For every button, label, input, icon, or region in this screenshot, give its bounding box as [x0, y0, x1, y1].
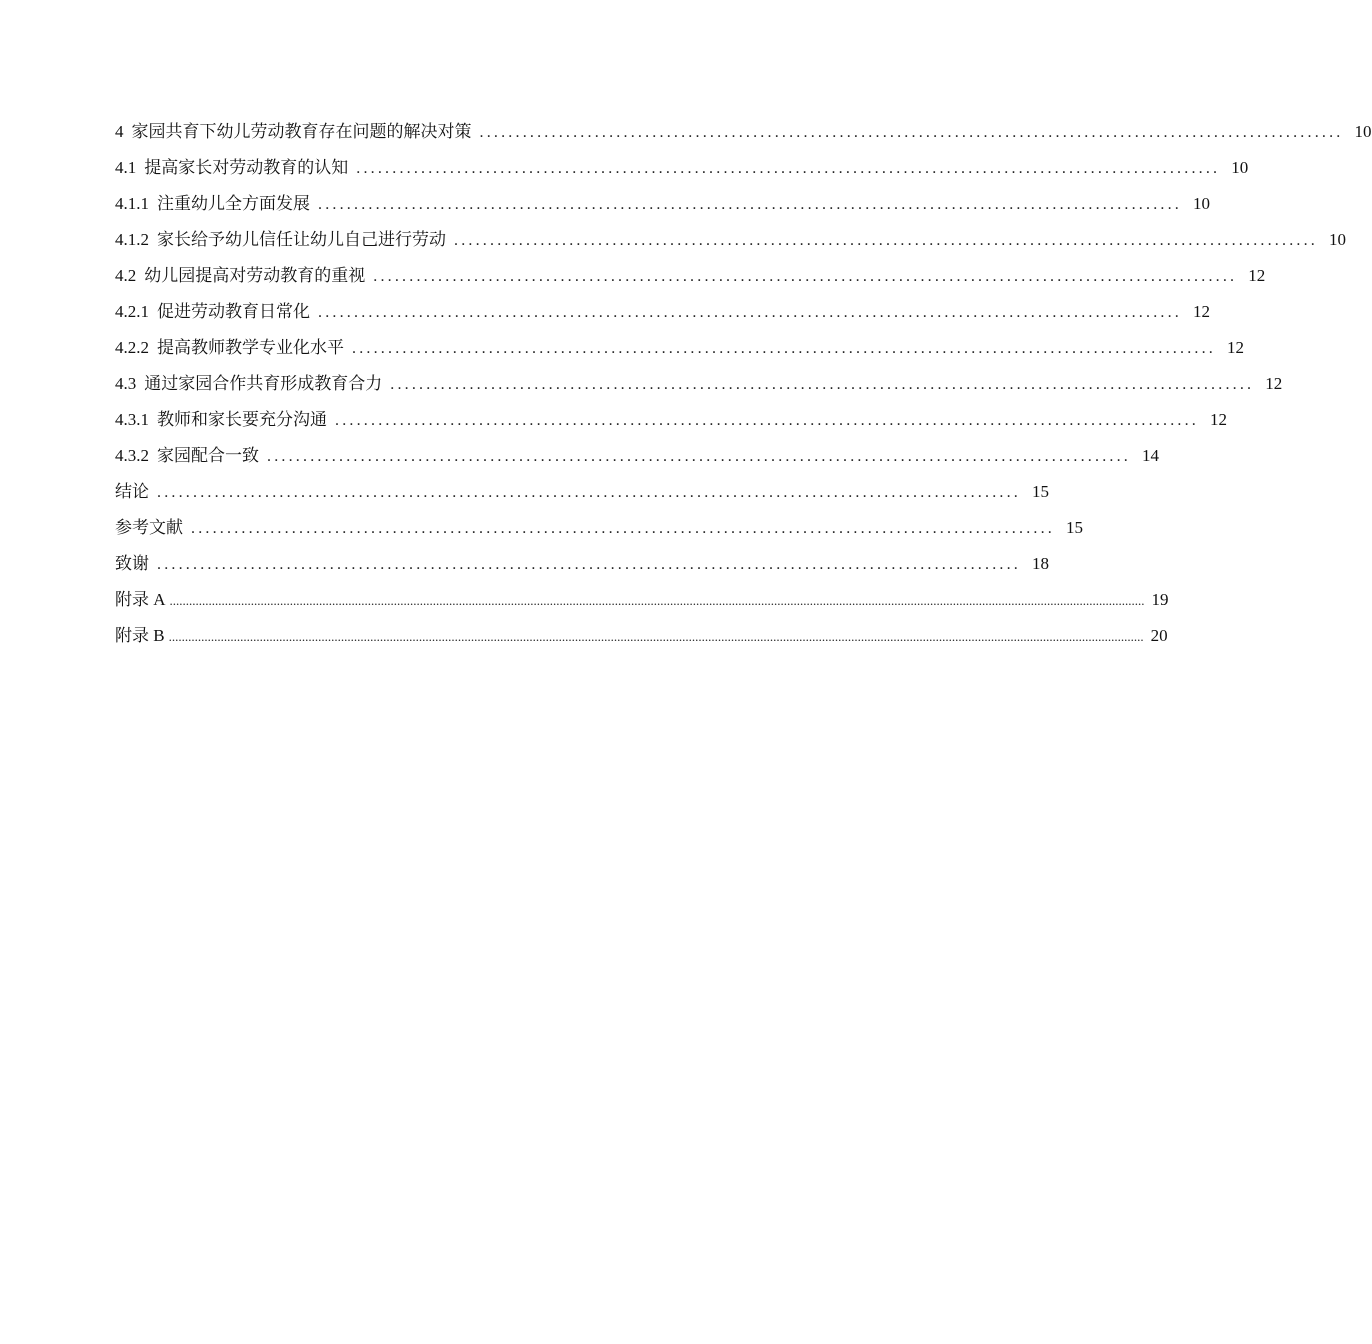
- toc-entry[interactable]: [115, 189, 1210, 225]
- toc-entry-page-number: 15: [1066, 518, 1083, 537]
- toc-entry-page-number: 12: [1193, 302, 1210, 321]
- toc-entry-number: 4.2.2: [115, 338, 149, 357]
- toc-dot-leader: ........................................................................................................................: [390, 376, 1255, 393]
- toc-entry-title: 注重幼儿全方面发展: [157, 194, 310, 213]
- toc-dot-leader: ........................................................................................................................: [318, 304, 1182, 321]
- toc-entry-number: 4.3: [115, 374, 137, 393]
- toc-entry-page-number: 10: [1193, 194, 1210, 213]
- toc-entry-title: 家园配合一致: [157, 446, 259, 465]
- toc-dot-leader: ........................................................................................................................: [191, 520, 1055, 537]
- toc-entry-page-number: 20: [1150, 626, 1168, 645]
- toc-entry-page-number: 10: [1231, 158, 1249, 177]
- toc-dot-leader: ........................................................................................................................: [157, 484, 1021, 501]
- toc-entry[interactable]: [115, 369, 1283, 405]
- toc-entry-number: 4.1.1: [115, 194, 149, 213]
- toc-dot-leader: ........................................................................................................................: [479, 124, 1344, 141]
- toc-entry[interactable]: [115, 513, 1083, 549]
- toc-dot-leader: ........................................................................................................................: [356, 160, 1221, 177]
- toc-entry-title: 教师和家长要充分沟通: [157, 410, 327, 429]
- toc-entry[interactable]: [115, 297, 1210, 333]
- toc-entry-number: 4.1: [115, 158, 137, 177]
- toc-entry-number: 4.3.2: [115, 446, 149, 465]
- toc-entry-title: 促进劳动教育日常化: [157, 302, 310, 321]
- toc-entry-title: 参考文献: [115, 518, 183, 537]
- toc-entry-number: 4: [115, 122, 124, 141]
- toc-entry-page-number: 19: [1151, 590, 1169, 609]
- toc-dot-leader: ........................................................................................................................: [373, 268, 1238, 285]
- toc-entry-title: 提高家长对劳动教育的认知: [144, 158, 349, 177]
- toc-entry-page-number: 10: [1329, 230, 1346, 249]
- toc-entry-page-number: 12: [1265, 374, 1283, 393]
- toc-dot-leader: ............................................................................................................................................................................................................................................................................................................: [169, 593, 1145, 608]
- toc-entry-page-number: 15: [1032, 482, 1049, 501]
- toc-entry-number: 4.2.1: [115, 302, 149, 321]
- toc-entry-title: 提高教师教学专业化水平: [157, 338, 344, 357]
- toc-entry[interactable]: [115, 225, 1346, 261]
- toc-entry-page-number: 10: [1354, 122, 1372, 141]
- toc-entry[interactable]: [115, 621, 1168, 657]
- toc-entry-number: 4.2: [115, 266, 137, 285]
- toc-dot-leader: ........................................................................................................................: [352, 340, 1216, 357]
- toc-dot-leader: ........................................................................................................................: [267, 448, 1131, 465]
- toc-entry-title: 家园共育下幼儿劳动教育存在问题的解决对策: [131, 122, 472, 141]
- toc-entry-page-number: 12: [1210, 410, 1227, 429]
- toc-dot-leader: ........................................................................................................................: [454, 232, 1318, 249]
- toc-entry-page-number: 12: [1227, 338, 1244, 357]
- toc-entry[interactable]: [115, 261, 1266, 297]
- toc-entry[interactable]: [115, 477, 1049, 513]
- toc-entry-page-number: 18: [1032, 554, 1049, 573]
- toc-entry-title: 结论: [115, 482, 149, 501]
- toc-dot-leader: ........................................................................................................................: [318, 196, 1182, 213]
- table-of-contents: [115, 117, 1372, 657]
- toc-entry-title: 附录 A: [115, 590, 166, 609]
- toc-dot-leader: ........................................................................................................................: [335, 412, 1199, 429]
- toc-entry-title: 家长给予幼儿信任让幼儿自己进行劳动: [157, 230, 446, 249]
- toc-entry-number: 4.3.1: [115, 410, 149, 429]
- toc-entry[interactable]: [115, 333, 1244, 369]
- toc-entry-title: 附录 B: [115, 626, 165, 645]
- toc-entry-page-number: 12: [1248, 266, 1266, 285]
- toc-entry-number: 4.1.2: [115, 230, 149, 249]
- toc-entry[interactable]: [115, 585, 1169, 621]
- toc-entry[interactable]: [115, 549, 1049, 585]
- toc-dot-leader: ............................................................................................................................................................................................................................................................................................................: [168, 629, 1144, 644]
- toc-entry-title: 致谢: [115, 554, 149, 573]
- toc-dot-leader: ........................................................................................................................: [157, 556, 1021, 573]
- toc-entry[interactable]: [115, 153, 1249, 189]
- toc-entry[interactable]: [115, 117, 1372, 153]
- toc-entry[interactable]: [115, 405, 1227, 441]
- toc-entry-title: 通过家园合作共育形成教育合力: [144, 374, 383, 393]
- toc-entry-title: 幼儿园提高对劳动教育的重视: [144, 266, 366, 285]
- toc-entry-page-number: 14: [1142, 446, 1159, 465]
- toc-entry[interactable]: [115, 441, 1159, 477]
